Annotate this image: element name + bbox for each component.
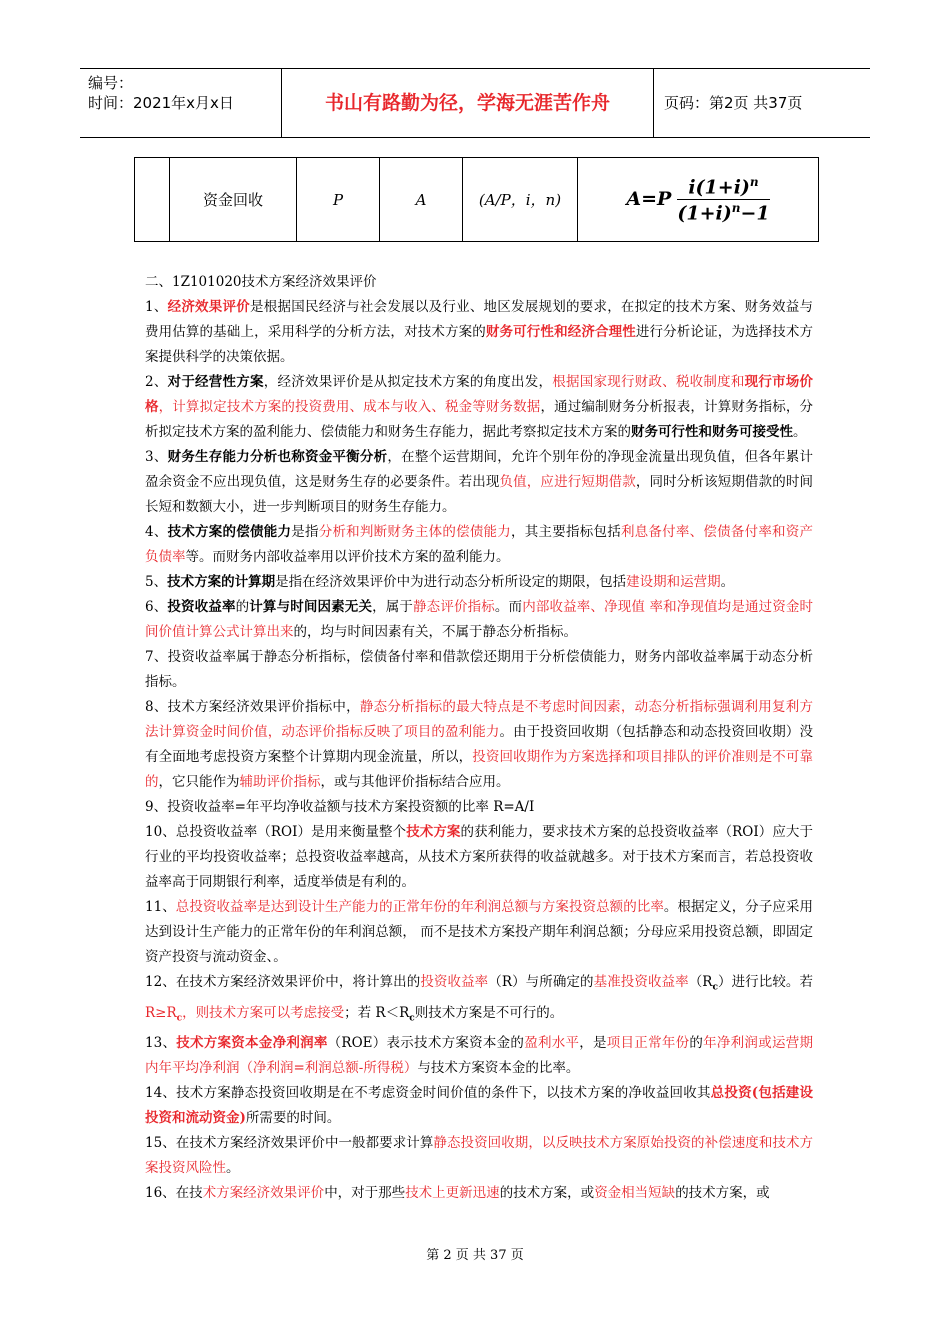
text-run: 。根据定义，分子应采用达到设计生产能力的正常年份的年利润总额， 而不是技术方案投产期年利润总额；分母应采用投资总额，即固定资产投资与流动资金、。 bbox=[145, 899, 813, 965]
text-run: 13、 bbox=[145, 1035, 177, 1052]
text-run: ，通过编制财务分析报表，计算财务指标，分析拟定技术方案的盈利能力、偿债能力和财务生存能力，据此考察拟定技术方案的 bbox=[145, 399, 814, 440]
paragraph bbox=[145, 520, 813, 570]
table-row bbox=[135, 158, 819, 242]
text-run: ，是 bbox=[579, 1035, 607, 1052]
text-run: ，经济效果评价是从拟定技术方案的角度出发， bbox=[263, 374, 553, 390]
text-run: 建设期和运营期 bbox=[626, 574, 721, 590]
formula-table bbox=[134, 157, 819, 242]
text-run: 与技术方案资本金的比率。 bbox=[417, 1060, 580, 1077]
text-run: 12、在技术方案经济效果评价中，将计算出的 bbox=[145, 974, 421, 990]
text-run: 总投资收益率是达到设计生产能力的正常年份的年利润总额与方案投资总额的比率 bbox=[175, 899, 664, 915]
text-run: 利息备付率、偿债备付率和资产负债率 bbox=[145, 524, 814, 565]
text-run: 9、投资收益率=年平均净收益额与技术方案投资额的比率 R=A/I bbox=[145, 799, 535, 815]
text-run: 。 bbox=[720, 574, 735, 590]
text-run: 是根据国民经济与社会发展以及行业、地区发展规划的要求，在拟定的技术方案、财务效益与费用估算的基础上，采用科学的分析方法，对技术方案的 bbox=[145, 299, 814, 340]
text-run: （R）与所确定的 bbox=[488, 974, 594, 990]
text-run: 内部收益率、净现值 率和净现值均是通过资金时间价值计算公式计算出来 bbox=[145, 599, 814, 640]
paragraph bbox=[145, 795, 813, 820]
text-run: 盈利水平 bbox=[524, 1035, 580, 1052]
page-number-label: 页码：第2页 共37页 bbox=[664, 94, 803, 112]
text-run: 技术方案的计算期 bbox=[167, 574, 276, 590]
text-run: 。由于投资回收期（包括静态和动态投资回收期）没有全面地考虑投资方案整个计算期内现金流量，所以， bbox=[145, 724, 814, 765]
text-run: 所需要的时间。 bbox=[245, 1110, 341, 1127]
text-run: R≥R bbox=[145, 1004, 177, 1021]
formula-name: 资金回收 bbox=[170, 158, 297, 242]
number-label: 编号： bbox=[88, 74, 134, 92]
text-run: 是指 bbox=[291, 524, 319, 540]
text-run: 投资回收期作为方案选择和项目排队的评价准则是不可靠的 bbox=[145, 749, 813, 790]
text-run: 财务可行性和经济合理性 bbox=[485, 324, 636, 340]
text-run: 计算与时间因素无关 bbox=[249, 599, 373, 615]
text-run: 技术方案资本金净利润率 bbox=[176, 1035, 328, 1052]
paragraph bbox=[145, 820, 813, 895]
text-run: 负值，应进行短期借款 bbox=[499, 474, 636, 490]
text-run: 现行市场价格 bbox=[145, 374, 814, 415]
text-run: 14、技术方案静态投资回收期是在不考虑资金时间价值的条件下，以技术方案的净收益回收其 bbox=[145, 1085, 711, 1102]
text-run: 6、 bbox=[145, 599, 168, 615]
text-run: 分析和判断财务主体的偿债能力 bbox=[318, 524, 512, 540]
paragraph bbox=[145, 1081, 813, 1131]
text-run: 投资收益率 bbox=[420, 974, 489, 990]
text-run: ，其主要指标包括 bbox=[511, 524, 621, 540]
text-run: c bbox=[176, 1013, 183, 1024]
text-run: ）进行比较。若 bbox=[717, 974, 814, 990]
text-run: 等。而财务内部收益率用以评价技术方案的盈利能力。 bbox=[185, 549, 510, 565]
text-run: 总投资(包括建设投资和流动资金) bbox=[145, 1085, 813, 1127]
text-run: 3、 bbox=[145, 449, 168, 465]
text-run: 静态投资回收期，以反映技术方案原始投资的补偿速度和技术方案投资风险性 bbox=[145, 1135, 814, 1177]
text-run: 技术上更新迅速 bbox=[405, 1185, 500, 1202]
text-run: 技术方案的偿债能力 bbox=[167, 524, 292, 540]
date-label: 时间：2021年x月x日 bbox=[88, 94, 234, 112]
section-title: 二、1Z101020技术方案经济效果评价 bbox=[145, 274, 377, 290]
text-run: 。 bbox=[226, 1160, 240, 1177]
capital-recovery-formula: A=P $\frac{i(1+i)^n}{(1+i)^n-1}$ bbox=[626, 174, 770, 225]
text-run: 静态评价指标 bbox=[413, 599, 495, 615]
text-run: ，在整个运营期间，允许个别年份的净现金流量出现负值，但各年累计盈余资金不应出现负值，这是财务生存的必要条件。若出现 bbox=[145, 449, 814, 490]
text-run: ，计算拟定技术方案的投资费用、成本与收入、税金等财务数据 bbox=[158, 399, 541, 415]
text-run: 的，均与时间因素有关，不属于静态分析指标。 bbox=[293, 624, 577, 640]
text-run: 11、 bbox=[145, 899, 176, 915]
text-run: 10、总投资收益率（ROI）是用来衡量整个 bbox=[145, 824, 407, 840]
text-run: 16、在技 bbox=[145, 1185, 203, 1202]
document-body bbox=[145, 270, 813, 1206]
paragraph bbox=[145, 695, 813, 795]
text-run: 的获利能力，要求技术方案的总投资收益率（ROI）应大于行业的平均投资收益率；总投资收益率越高，从技术方案所获得的收益就越多。对于技术方案而言，若总投资收益率高于同期银行利率，适度举债是有利的。 bbox=[145, 824, 813, 890]
text-run: 中，对于那些 bbox=[324, 1185, 406, 1202]
motto: 书山有路勤为径，学海无涯苦作舟 bbox=[282, 69, 654, 137]
paragraph bbox=[145, 1131, 813, 1181]
unknown-value: A bbox=[380, 158, 463, 242]
text-run: 基准投资收益率 bbox=[593, 974, 689, 990]
text-run: 财务可行性和财务可接受性 bbox=[631, 424, 793, 440]
text-run: ，属于 bbox=[372, 599, 414, 615]
text-run: 7、投资收益率属于静态分析指标，偿债备付率和借款偿还期用于分析偿债能力，财务内部收益率属于动态分析指标。 bbox=[145, 649, 813, 690]
text-run: 8、技术方案经济效果评价指标中， bbox=[145, 699, 360, 715]
text-run: 的 bbox=[689, 1035, 704, 1052]
text-run: 进行分析论证，为选择技术方案提供科学的决策依据。 bbox=[145, 324, 814, 365]
text-run: 的技术方案，或 bbox=[675, 1185, 770, 1202]
text-run: 5、 bbox=[145, 574, 168, 590]
paragraph bbox=[145, 970, 813, 1031]
empty-cell bbox=[135, 158, 170, 242]
text-run: 辅助评价指标 bbox=[239, 774, 321, 790]
factor-symbol: (A/P，i，n) bbox=[463, 158, 578, 242]
text-run: 则技术方案是不可行的。 bbox=[414, 1004, 564, 1021]
text-run: 年净利润或运营期内年平均净利润（净利润=利润总额-所得税） bbox=[145, 1035, 813, 1077]
text-run: ，它只能作为 bbox=[158, 774, 240, 790]
paragraph bbox=[145, 1031, 813, 1081]
known-value: P bbox=[297, 158, 380, 242]
text-run: 的技术方案，或 bbox=[499, 1185, 595, 1202]
header-meta bbox=[80, 69, 282, 137]
text-run: 4、 bbox=[145, 524, 168, 540]
text-run: 资金相当短缺 bbox=[594, 1185, 676, 1202]
text-run: 项目正常年份 bbox=[606, 1035, 690, 1052]
text-run: 静态分析指标的最大特点是不考虑时间因素，动态分析指标强调利用复利方法计算资金时间价值，动态评价指标反映了项目的盈利能力 bbox=[145, 699, 814, 740]
text-run: 财务生存能力分析也称资金平衡分析 bbox=[167, 449, 388, 465]
text-run: c bbox=[409, 1013, 415, 1024]
paragraph bbox=[145, 370, 813, 445]
paragraph-list bbox=[145, 295, 813, 1206]
text-run: 根据国家现行财政、税收制度和 bbox=[552, 374, 745, 390]
paragraph bbox=[145, 445, 813, 520]
text-run: 1、 bbox=[145, 299, 168, 315]
text-run: ，或与其他评价指标结合应用。 bbox=[320, 774, 510, 790]
text-run: （ROE）表示技术方案资本金的 bbox=[327, 1035, 525, 1052]
page-footer: 第 2 页 共 37 页 bbox=[426, 1248, 524, 1263]
text-run: 是指在经济效果评价中为进行动态分析所设定的期限，包括 bbox=[275, 574, 627, 590]
text-run: 。而 bbox=[494, 599, 523, 615]
paragraph bbox=[145, 295, 813, 370]
paragraph bbox=[145, 595, 813, 645]
paragraph bbox=[145, 570, 813, 595]
text-run: 技术方案 bbox=[406, 824, 461, 840]
text-run: （R bbox=[688, 974, 713, 990]
text-run: ；若 R＜R bbox=[344, 1004, 410, 1021]
text-run: 对于经营性方案 bbox=[167, 374, 264, 390]
text-run: 2、 bbox=[145, 374, 168, 390]
paragraph bbox=[145, 895, 813, 970]
text-run: ，则技术方案可以考虑接受 bbox=[182, 1004, 345, 1021]
page-header bbox=[80, 68, 870, 138]
text-run: 。 bbox=[793, 424, 807, 440]
text-run: 15、在技术方案经济效果评价中一般都要求计算 bbox=[145, 1135, 434, 1152]
formula-cell bbox=[578, 158, 819, 242]
text-run: c bbox=[712, 982, 718, 993]
text-run: 投资收益率 bbox=[167, 599, 236, 615]
paragraph bbox=[145, 1181, 813, 1206]
text-run: 经济效果评价 bbox=[167, 299, 251, 315]
text-run: 术方案经济效果评价 bbox=[202, 1185, 325, 1202]
paragraph bbox=[145, 645, 813, 695]
text-run: 的 bbox=[235, 599, 250, 615]
text-run: ，同时分析该短期借款的时间长短和数额大小，进一步判断项目的财务生存能力。 bbox=[145, 474, 814, 515]
